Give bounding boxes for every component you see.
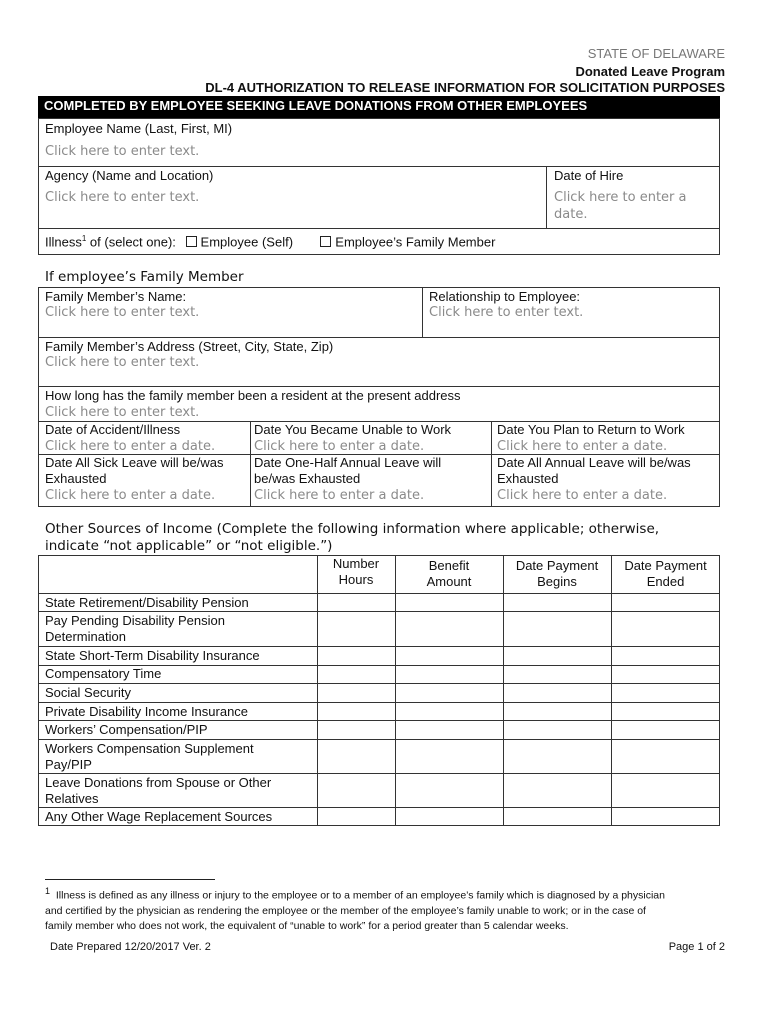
unable-to-work-field[interactable]: Click here to enter a date. — [254, 439, 425, 454]
section-banner: COMPLETED BY EMPLOYEE SEEKING LEAVE DONATIONS FROM OTHER EMPLOYEES — [38, 96, 720, 118]
date-of-hire-field[interactable]: Click here to enter a date. — [554, 190, 687, 222]
half-annual-leave-label: Date One-Half Annual Leave will be/was Exhausted — [254, 455, 442, 486]
date-of-hire-label: Date of Hire — [554, 168, 624, 183]
column-benefit-amount: Benefit Amount — [426, 558, 472, 589]
table-row: Pay Pending Disability Pension Determination — [45, 613, 225, 644]
accident-date-label: Date of Accident/Illness — [45, 422, 181, 437]
form-title: DL-4 AUTHORIZATION TO RELEASE INFORMATION FOR SOLICITATION PURPOSES — [205, 80, 725, 95]
table-row: State Retirement/Disability Pension — [45, 595, 249, 610]
all-annual-leave-label: Date All Annual Leave will be/was Exhausted — [497, 455, 691, 486]
sick-leave-exhausted-label: Date All Sick Leave will be/was Exhausted — [45, 455, 224, 486]
table-row: Workers’ Compensation/PIP — [45, 722, 208, 737]
column-date-payment-begins: Date Payment Begins — [515, 558, 599, 589]
sick-leave-exhausted-field[interactable]: Click here to enter a date. — [45, 488, 216, 503]
all-annual-leave-field[interactable]: Click here to enter a date. — [497, 488, 668, 503]
residency-label: How long has the family member been a resident at the present address — [45, 388, 461, 403]
state-title: STATE OF DELAWARE — [587, 46, 725, 61]
employee-name-field[interactable]: Click here to enter text. — [45, 144, 200, 159]
checkbox-family-member[interactable] — [320, 236, 331, 247]
table-row: State Short-Term Disability Insurance — [45, 648, 260, 663]
family-address-label: Family Member’s Address (Street, City, State, Zip) — [45, 339, 334, 354]
unable-to-work-label: Date You Became Unable to Work — [254, 422, 452, 437]
table-row: Any Other Wage Replacement Sources — [45, 809, 273, 824]
footnote: $^1$ Illness is defined as any illness or injury to the employee or to a member of an employee’s family which is diagnosed by a physician and certified by the physician as rendering the employee or the member of the employee’s family unable to work; or in the case of family member who does not work, the equivalent of “unable to work” for a period greater than 5 calendar weeks. — [45, 886, 665, 932]
family-member-name-label: Family Member’s Name: — [45, 289, 187, 304]
footnote-divider — [45, 879, 215, 880]
employee-name-label: Employee Name (Last, First, MI) — [45, 121, 233, 136]
table-row: Private Disability Income Insurance — [45, 704, 249, 719]
column-number-hours: Number Hours — [332, 556, 380, 587]
table-row: Compensatory Time — [45, 666, 162, 681]
relationship-label: Relationship to Employee: — [429, 289, 581, 304]
page-number: Page 1 of 2 — [668, 941, 725, 953]
return-to-work-field[interactable]: Click here to enter a date. — [497, 439, 668, 454]
table-row: Leave Donations from Spouse or Other Relatives — [45, 775, 272, 806]
table-row: Workers Compensation Supplement Pay/PIP — [45, 741, 254, 772]
family-address-field[interactable]: Click here to enter text. — [45, 355, 200, 370]
option-family-member-label: Employee’s Family Member — [335, 234, 496, 250]
family-section-heading: If employee’s Family Member — [45, 269, 244, 285]
column-date-payment-ended: Date Payment Ended — [624, 558, 707, 589]
agency-label: Agency (Name and Location) — [45, 168, 214, 183]
half-annual-leave-field[interactable]: Click here to enter a date. — [254, 488, 425, 503]
table-row: Social Security — [45, 685, 131, 700]
relationship-field[interactable]: Click here to enter text. — [429, 305, 584, 320]
income-section-heading: Other Sources of Income (Complete the following information where applicable; otherwise, indicate “not applicable” or “not eligible.”) — [45, 521, 660, 554]
accident-date-field[interactable]: Click here to enter a date. — [45, 439, 216, 454]
illness-selector: Illness$^1$ of (select one): Employee (Self) Employee’s Family Member — [45, 234, 496, 250]
program-title: Donated Leave Program — [575, 64, 725, 79]
residency-field[interactable]: Click here to enter text. — [45, 405, 200, 420]
checkbox-employee-self[interactable] — [186, 236, 197, 247]
family-member-name-field[interactable]: Click here to enter text. — [45, 305, 200, 320]
option-employee-self-label: Employee (Self) — [200, 234, 294, 250]
agency-field[interactable]: Click here to enter text. — [45, 190, 200, 205]
date-prepared: Date Prepared 12/20/2017 Ver. 2 — [50, 941, 211, 953]
return-to-work-label: Date You Plan to Return to Work — [497, 422, 685, 437]
